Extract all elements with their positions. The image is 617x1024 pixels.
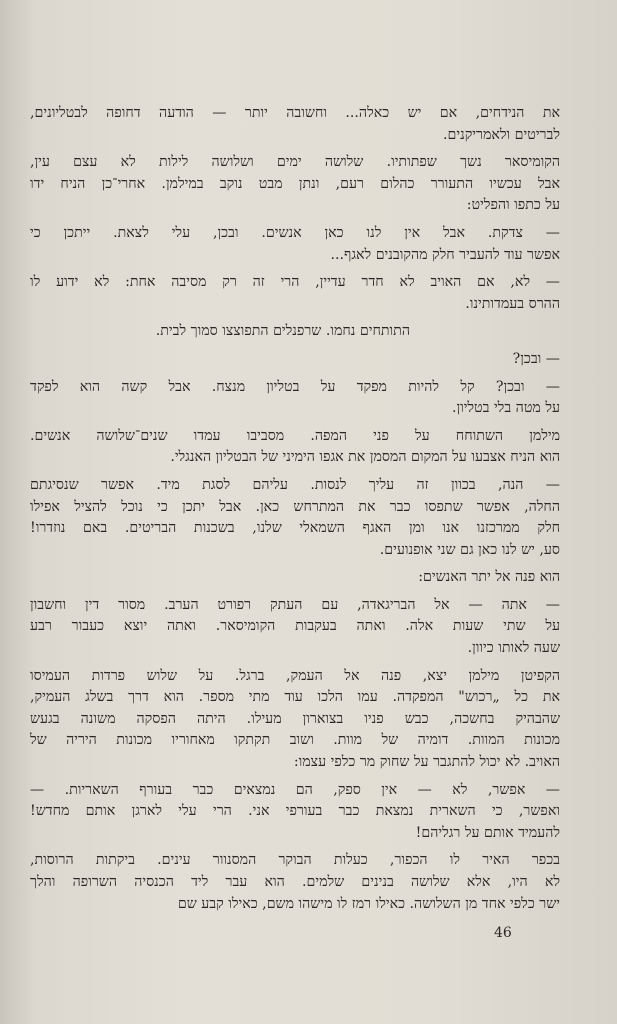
text-line: להעמיד אותם על רגליהם! (415, 824, 560, 841)
text-line: התותחים נחמו. שרפנלים התפוצצו סמוך לבית. (155, 323, 410, 340)
text-line: — הנה, בכוון זה עליך לנסות. עליהם לסגת מיד. אפשר שנסיגתם (30, 476, 560, 493)
text-line: הקומיסאר נשך שפתותיו. שלושה ימים ושלושה לילות לא עצם עין, (30, 154, 560, 171)
paragraph (30, 223, 560, 266)
page-number: 46 (494, 925, 512, 941)
text-line: — אפשר, לא — אין ספק, הם נמצאים כבר בעורף השאריות. — (30, 781, 560, 798)
text-line: על מטה בלי בטליון. (451, 400, 560, 417)
text-line: אבל עכשיו התעורר כהלום רעם, ונתן מבט נוקב במילמן. אחרי־כן הניח ידו (30, 175, 560, 192)
text-line: את הנידחים, אם יש כאלה... וחשובה יותר — הודעה דחופה לבטליונים, (30, 105, 560, 121)
text-line: סע, יש לנו כאן גם שני אופנועים. (379, 541, 560, 558)
paragraph (30, 567, 560, 589)
paragraph (30, 349, 560, 371)
text-line: — ובכן? (512, 350, 560, 367)
body-text (30, 103, 560, 921)
text-line: על שתי שעות אלה. ואתה בעקבות הקומיסאר. ואתה יוצא כעבור רבע (30, 618, 560, 635)
text-line: — אתה — אל הבריגאדה, עם העתק רפורט הערב. מסור דין וחשבון (30, 596, 560, 613)
text-line: ואפשר, כי השארית נמצאת כבר בעורפי אני. הרי עלי לארגן אותם מחדש! (30, 803, 560, 820)
paragraph (30, 475, 560, 561)
text-line: — צדקת. אבל אין לנו כאן אנשים. ובכן, עלי לצאת. ייתכן כי (30, 224, 560, 241)
paragraph (30, 377, 560, 420)
paragraph (30, 850, 560, 915)
text-line: חלק ממרכזנו אנו ומן האגף השמאלי שלנו, בשכנות הבריטים. באם נוזדרו! (30, 520, 560, 537)
text-line: הוא פנה אל יתר האנשים: (418, 569, 560, 586)
paragraph (30, 666, 560, 774)
text-line: — לא, אם האויב לא חדר עדיין, הרי זה רק מסיבה אחת: לא ידוע לו (30, 274, 560, 291)
text-line: את כל „רכוש" המפקדה. עמו הלכו עוד מתי מספר. הוא דרך בשלג העמיק, (30, 689, 560, 706)
text-line: לבריטים ולאמריקנים. (443, 126, 560, 143)
paragraph (30, 595, 560, 660)
text-line: מילמן השתוחח על פני המפה. מסביבו עמדו שנים־שלושה אנשים. (30, 427, 560, 444)
paragraph (30, 321, 560, 343)
text-line: אפשר עוד להעביר חלק מהקובנים לאגף... (330, 246, 560, 263)
paragraph (30, 272, 560, 315)
text-line: ההרס בעמדותינו. (465, 295, 560, 312)
text-line: הקפיטן מילמן יצא, פנה אל העמק, ברגל. על שלוש פרדות העמיסו (30, 667, 560, 684)
text-line: החלה, אפשר שתפסו כבר את המתרחש כאן. אבל יתכן כי נוכל להציל אפילו (30, 498, 560, 515)
text-line: ישר כלפי אחד מן השלושה. כאילו רמז לו מישהו משם, כאילו קבע שם (177, 895, 560, 912)
text-line: — ובכן? קל להיות מפקד על בטליון מנצח. אבל קשה הוא לפקד (30, 378, 560, 395)
paragraph (30, 426, 560, 469)
text-line: האויב. לא יכול להתגבר על שחוק מר כלפי עצמו: (293, 754, 560, 771)
paragraph (30, 152, 560, 217)
text-line: על כתפו והפליט: (466, 197, 560, 214)
paragraph (30, 103, 560, 146)
text-line: שהבהיק בחשכה, כבש פניו בצוארון מעילו. היתה הפסקה משונה בגעש (30, 710, 560, 727)
text-line: לא היו, אלא שלושה בנינים שלמים. הוא עבר ליד הכנסיה השרופה והלך (30, 874, 560, 890)
text-line: הוא הניח אצבעו על המקום המסמן את אגפו הימיני של הבטליון האנגלי. (170, 449, 560, 466)
text-line: שעה לאותו כיוון. (467, 640, 560, 657)
text-line: מכונות המוות. דומיה של מוות. ושוב תקתקו מאחוריו מכונות היריה של (30, 732, 560, 749)
text-line: בכפר האיר לו הכפור, כעלות הבוקר המסנוור עינים. ביקתות הרוסות, (30, 852, 560, 869)
paragraph (30, 780, 560, 845)
